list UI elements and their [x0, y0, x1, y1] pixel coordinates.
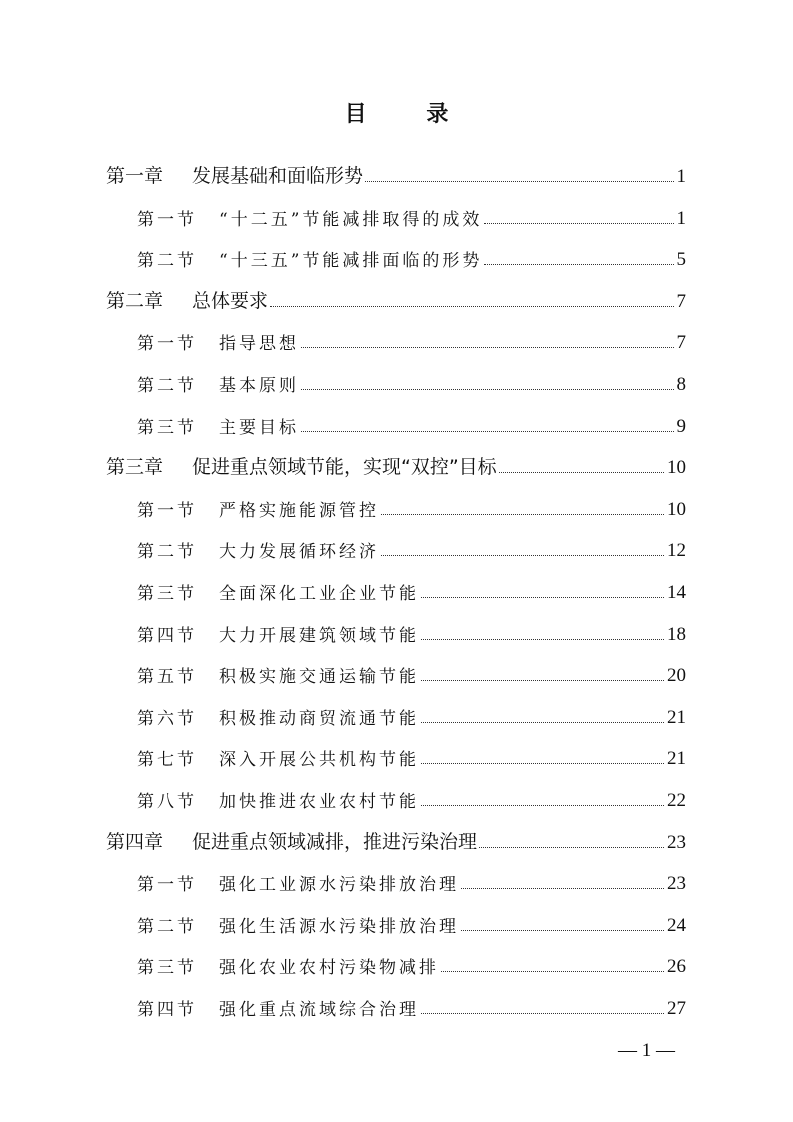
toc-entry-title: 加快推进农业农村节能 — [219, 792, 419, 812]
toc-dot-leader — [484, 223, 673, 224]
toc-entry-title: 强化农业农村污染物减排 — [219, 958, 439, 979]
toc-entry-number: 第三节 — [137, 958, 197, 979]
toc-entry-page-number: 10 — [667, 457, 686, 479]
toc-entry-title: 基本原则 — [219, 376, 299, 396]
toc-entry-title: 促进重点领域节能，实现“双控”目标 — [192, 456, 497, 479]
toc-entry-number: 第八节 — [137, 792, 197, 812]
toc-entry-title: 指导思想 — [219, 334, 299, 355]
toc-entry-number: 第四节 — [137, 1000, 197, 1020]
toc-entry-number: 第一章 — [106, 165, 164, 187]
toc-entry-number: 第三节 — [137, 584, 197, 604]
toc-dot-leader — [421, 805, 664, 806]
toc-entry-number: 第四节 — [137, 625, 197, 646]
toc-entry-page-number: 21 — [667, 748, 686, 770]
toc-entry-title: 严格实施能源管控 — [219, 500, 379, 521]
toc-section-entry[interactable] — [137, 740, 686, 770]
toc-entry-title: 全面深化工业企业节能 — [219, 584, 419, 604]
toc-section-entry[interactable] — [137, 324, 686, 354]
toc-section-entry[interactable] — [137, 241, 686, 271]
toc-title: 目 录 — [344, 102, 475, 127]
toc-dot-leader — [381, 514, 664, 515]
toc-entry-number: 第一节 — [137, 334, 197, 355]
toc-entry-number: 第一节 — [137, 875, 197, 896]
toc-dot-leader — [461, 888, 664, 889]
toc-entry-number: 第二节 — [137, 376, 197, 396]
toc-entry-page-number: 27 — [667, 998, 686, 1019]
toc-entry-number: 第三章 — [106, 456, 164, 479]
toc-dot-leader — [421, 722, 664, 723]
toc-dot-leader — [301, 347, 674, 348]
toc-dot-leader — [461, 930, 664, 931]
toc-dot-leader — [381, 555, 664, 556]
toc-entry-title: 积极推动商贸流通节能 — [219, 708, 419, 729]
toc-section-entry[interactable] — [137, 574, 686, 604]
toc-section-entry[interactable] — [137, 200, 686, 230]
toc-entry-title: “十二五”节能减排取得的成效 — [219, 209, 483, 230]
toc-section-entry[interactable] — [137, 990, 686, 1020]
toc-section-entry[interactable] — [137, 907, 686, 937]
toc-entry-number: 第五节 — [137, 667, 197, 688]
toc-entry-page-number: 7 — [676, 332, 686, 354]
toc-entry-page-number: 18 — [667, 623, 686, 645]
toc-entry-title: 强化生活源水污染排放治理 — [219, 916, 459, 937]
toc-section-entry[interactable] — [137, 865, 686, 895]
toc-entry-number: 第一节 — [137, 500, 197, 521]
toc-entry-title: 强化重点流域综合治理 — [219, 1000, 419, 1020]
toc-dot-leader — [499, 472, 664, 473]
toc-entry-page-number: 23 — [667, 831, 686, 853]
toc-dot-leader — [441, 971, 664, 972]
toc-dot-leader — [421, 763, 664, 764]
toc-entry-title: 主要目标 — [219, 417, 299, 438]
toc-dot-leader — [301, 431, 674, 432]
toc-entry-number: 第二节 — [137, 251, 197, 272]
toc-entry-page-number: 21 — [667, 706, 686, 728]
toc-entry-number: 第二章 — [106, 289, 164, 312]
toc-entry-title: “十三五”节能减排面临的形势 — [219, 251, 483, 272]
toc-section-entry[interactable] — [137, 616, 686, 646]
toc-dot-leader — [479, 847, 664, 848]
toc-entry-title: 总体要求 — [192, 289, 269, 312]
toc-entry-page-number: 8 — [676, 374, 686, 395]
toc-dot-leader — [270, 306, 673, 307]
toc-entry-title: 促进重点领域减排，推进污染治理 — [192, 830, 478, 853]
toc-entry-page-number: 1 — [676, 207, 686, 229]
toc-entry-page-number: 5 — [676, 249, 686, 271]
toc-section-entry[interactable] — [137, 366, 686, 396]
toc-entry-title: 大力开展建筑领域节能 — [219, 625, 419, 646]
toc-entry-number: 第二节 — [137, 542, 197, 563]
toc-entry-page-number: 10 — [667, 498, 686, 520]
toc-dot-leader — [421, 597, 664, 598]
toc-entry-number: 第三节 — [137, 417, 197, 438]
toc-entry-page-number: 23 — [667, 873, 686, 895]
toc-dot-leader — [421, 680, 664, 681]
toc-entry-page-number: 20 — [667, 665, 686, 687]
toc-dot-leader — [365, 181, 673, 182]
toc-entry-title: 积极实施交通运输节能 — [219, 667, 419, 688]
page-number-footer: — 1 — — [618, 1040, 675, 1061]
toc-entry-number: 第七节 — [137, 750, 197, 771]
toc-entry-number: 第二节 — [137, 916, 197, 937]
toc-entry-page-number: 22 — [667, 790, 686, 811]
toc-entry-page-number: 1 — [676, 166, 686, 187]
toc-entry-page-number: 26 — [667, 956, 686, 978]
toc-entry-page-number: 24 — [667, 914, 686, 936]
toc-chapter-entry[interactable] — [106, 158, 686, 188]
toc-section-entry[interactable] — [137, 657, 686, 687]
toc-section-entry[interactable] — [137, 408, 686, 438]
toc-entry-page-number: 9 — [676, 415, 686, 437]
toc-chapter-entry[interactable] — [106, 283, 686, 313]
toc-section-entry[interactable] — [137, 948, 686, 978]
toc-entry-number: 第一节 — [137, 209, 197, 230]
toc-entry-page-number: 12 — [667, 540, 686, 562]
toc-entry-number: 第四章 — [106, 830, 164, 853]
toc-entry-page-number: 14 — [667, 582, 686, 603]
toc-dot-leader — [484, 264, 673, 265]
toc-entry-title: 发展基础和面临形势 — [192, 165, 364, 187]
toc-dot-leader — [421, 1013, 664, 1014]
toc-entry-title: 深入开展公共机构节能 — [219, 750, 419, 771]
toc-entry-title: 强化工业源水污染排放治理 — [219, 875, 459, 896]
toc-section-entry[interactable] — [137, 782, 686, 812]
toc-entry-title: 大力发展循环经济 — [219, 542, 379, 563]
toc-dot-leader — [421, 639, 664, 640]
toc-entry-number: 第六节 — [137, 708, 197, 729]
toc-chapter-entry[interactable] — [106, 449, 686, 479]
toc-section-entry[interactable] — [137, 699, 686, 729]
toc-entry-page-number: 7 — [676, 290, 686, 312]
toc-dot-leader — [301, 389, 674, 390]
toc-chapter-entry[interactable] — [106, 824, 686, 854]
toc-section-entry[interactable] — [137, 532, 686, 562]
toc-section-entry[interactable] — [137, 491, 686, 521]
